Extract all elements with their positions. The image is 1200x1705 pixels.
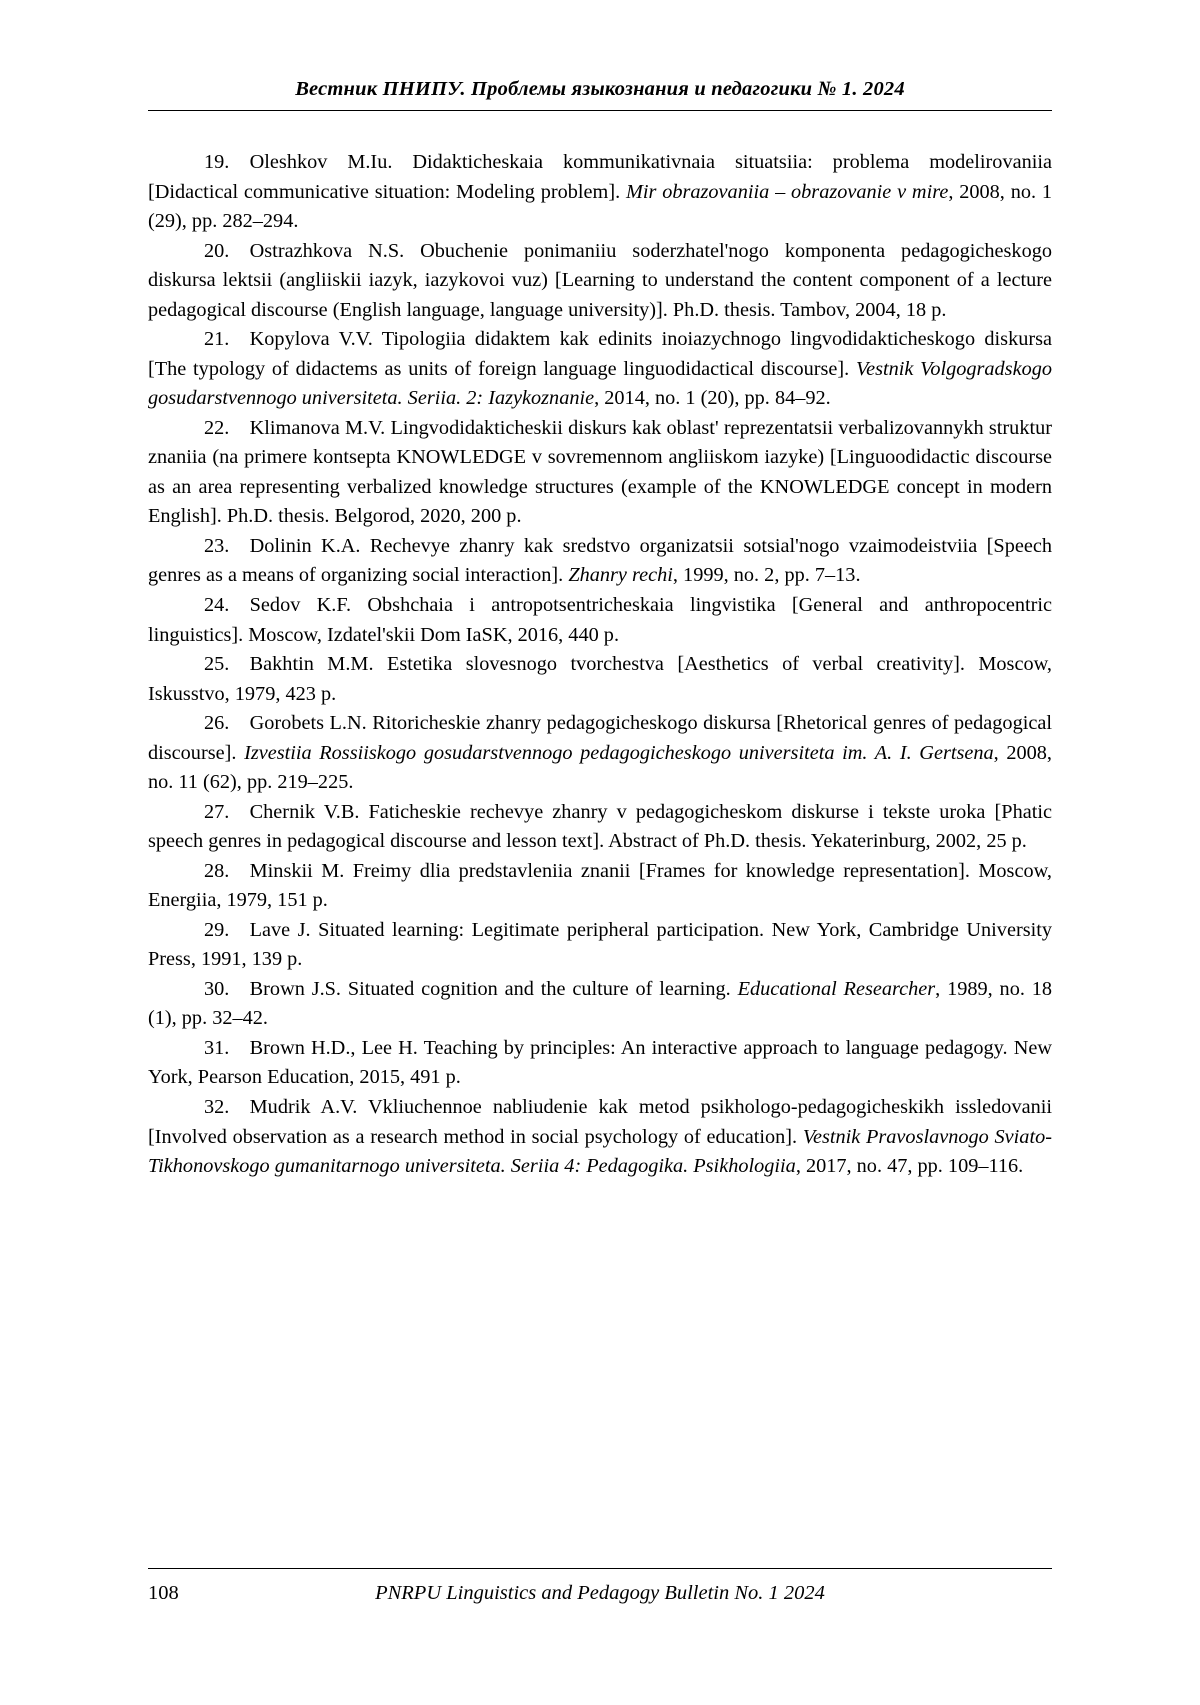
reference-number: 22. (204, 416, 230, 439)
header-divider (148, 110, 1052, 111)
reference-text: Sedov K.F. Obshchaia i antropotsentricheskaia lingvistika [General and anthropocentric linguistics]. Moscow, Izdatel'skii Dom IaSK, 2016, 440 p. (148, 593, 1052, 646)
reference-number: 19. (204, 151, 230, 173)
reference-number: 30. (204, 977, 230, 1000)
reference-number: 28. (204, 859, 230, 882)
reference-text: Gorobets L.N. Ritoricheskie zhanry pedagogicheskogo diskursa [Rhetorical genres of pedagogical discourse]. (148, 712, 1052, 764)
reference-number: 27. (204, 800, 230, 823)
reference-source-title: Izvestiia Rossiiskogo gosudarstvennogo pedagogicheskogo universiteta im. A. I. Gertsena (244, 741, 994, 764)
reference-number: 32. (204, 1096, 230, 1118)
reference-entry (148, 916, 1052, 975)
reference-number: 20. (204, 239, 230, 262)
reference-source-title: Vestnik Volgogradskogo gosudarstvennogo universiteta. Seriia. 2: Iazykoznanie (148, 357, 1053, 410)
references-list (148, 148, 1052, 1182)
reference-text: , 1999, no. 2, pp. 7–13. (672, 564, 861, 587)
reference-number: 26. (204, 712, 230, 735)
reference-entry (148, 975, 1052, 1034)
reference-text: Ostrazhkova N.S. Obuchenie ponimaniiu soderzhatel'nogo komponenta pedagogicheskogo diskursa lektsii (angliiskii iazyk, iazykovoi vuz) [Learning to understand the content component of a lecture pedagogical discourse (English language, language university)]. Ph.D. thesis. Tambov, 2004, 18 p. (148, 239, 1052, 321)
reference-entry (148, 798, 1052, 857)
reference-text: , 2014, no. 1 (20), pp. 84–92. (594, 387, 831, 410)
reference-text: Minskii M. Freimy dlia predstavleniia znanii [Frames for knowledge representation]. Moscow, Energiia, 1979, 151 p. (148, 859, 1052, 912)
reference-entry (148, 650, 1052, 709)
reference-entry (148, 148, 1052, 237)
page-number: 108 (148, 1582, 179, 1604)
reference-text: Mudrik A.V. Vkliuchennoe nabliudenie kak metod psikhologo-pedagogicheskikh issledovanii [Involved observation as a research method in social psychology of education]. (148, 1096, 1052, 1148)
reference-number: 29. (204, 918, 230, 941)
reference-text: Chernik V.B. Faticheskie rechevye zhanry v pedagogicheskom diskurse i tekste uroka [Phatic speech genres in pedagogical discourse and lesson text]. Abstract of Ph.D. thesis. Yekaterinburg, 2002, 25 p. (148, 800, 1052, 853)
reference-source-title: Vestnik Pravoslavnogo Sviato-Tikhonovskogo gumanitarnogo universiteta. Seriia 4: Pedagogika. Psikhologiia (148, 1125, 1052, 1178)
reference-text: Lave J. Situated learning: Legitimate peripheral participation. New York, Cambridge University Press, 1991, 139 p. (148, 918, 1052, 971)
reference-entry (148, 1093, 1052, 1182)
reference-text: Oleshkov M.Iu. Didakticheskaia kommunikativnaia situatsiia: problema modelirovaniia [Didactical communicative situation: Modeling problem]. (148, 151, 1052, 203)
reference-number: 21. (204, 328, 230, 351)
reference-number: 24. (204, 593, 230, 616)
page-header (148, 78, 1052, 101)
reference-entry (148, 1034, 1052, 1093)
reference-text: Brown J.S. Situated cognition and the culture of learning. (249, 977, 738, 1000)
reference-entry (148, 857, 1052, 916)
footer-divider (148, 1568, 1052, 1569)
reference-number: 23. (204, 534, 230, 557)
reference-entry (148, 325, 1052, 414)
reference-entry (148, 237, 1052, 326)
reference-number: 25. (204, 653, 230, 676)
footer-journal-title: PNRPU Linguistics and Pedagogy Bulletin No. 1 2024 (375, 1582, 825, 1604)
reference-entry (148, 414, 1052, 532)
reference-text: , 2017, no. 47, pp. 109–116. (795, 1155, 1024, 1178)
reference-text: Bakhtin M.M. Estetika slovesnogo tvorchestva [Aesthetics of verbal creativity]. Moscow, Iskusstvo, 1979, 423 p. (148, 653, 1052, 705)
reference-entry (148, 591, 1052, 650)
reference-text: Klimanova M.V. Lingvodidakticheskii diskurs kak oblast' reprezentatsii verbalizovannykh struktur znaniia (na primere kontsepta KNOWLEDGE v sovremennom angliiskom iazyke) [Linguoodidactic discourse as an area representing verbalized knowledge structures (example of the KNOWLEDGE concept in modern English]. Ph.D. thesis. Belgorod, 2020, 200 p. (148, 416, 1052, 528)
reference-number: 31. (204, 1036, 230, 1059)
reference-text: Dolinin K.A. Rechevye zhanry kak sredstvo organizatsii sotsial'nogo vzaimodeistviia [Speech genres as a means of organizing social interaction]. (148, 534, 1052, 587)
reference-source-title: Mir obrazovaniia – obrazovanie v mire (625, 180, 949, 203)
reference-source-title: Zhanry rechi (568, 564, 673, 587)
reference-text: , 2008, no. 1 (29), pp. 282–294. (148, 180, 1053, 233)
reference-text: , 1989, no. 18 (1), pp. 32–42. (148, 977, 1053, 1030)
reference-text: Brown H.D., Lee H. Teaching by principles: An interactive approach to language pedagogy. New York, Pearson Education, 2015, 491 p. (148, 1036, 1052, 1089)
page-footer (148, 1582, 1052, 1612)
reference-text: Kopylova V.V. Tipologiia didaktem kak edinits inoiazychnogo lingvodidakticheskogo diskursa [The typology of didactems as units of foreign language linguodidactical discourse]. (148, 328, 1052, 380)
running-title: Вестник ПНИПУ. Проблемы языкознания и педагогики № 1. 2024 (295, 78, 905, 100)
reference-text: , 2008, no. 11 (62), pp. 219–225. (148, 741, 1052, 794)
reference-entry (148, 709, 1052, 798)
reference-entry (148, 532, 1052, 591)
reference-source-title: Educational Researcher (737, 977, 936, 1000)
